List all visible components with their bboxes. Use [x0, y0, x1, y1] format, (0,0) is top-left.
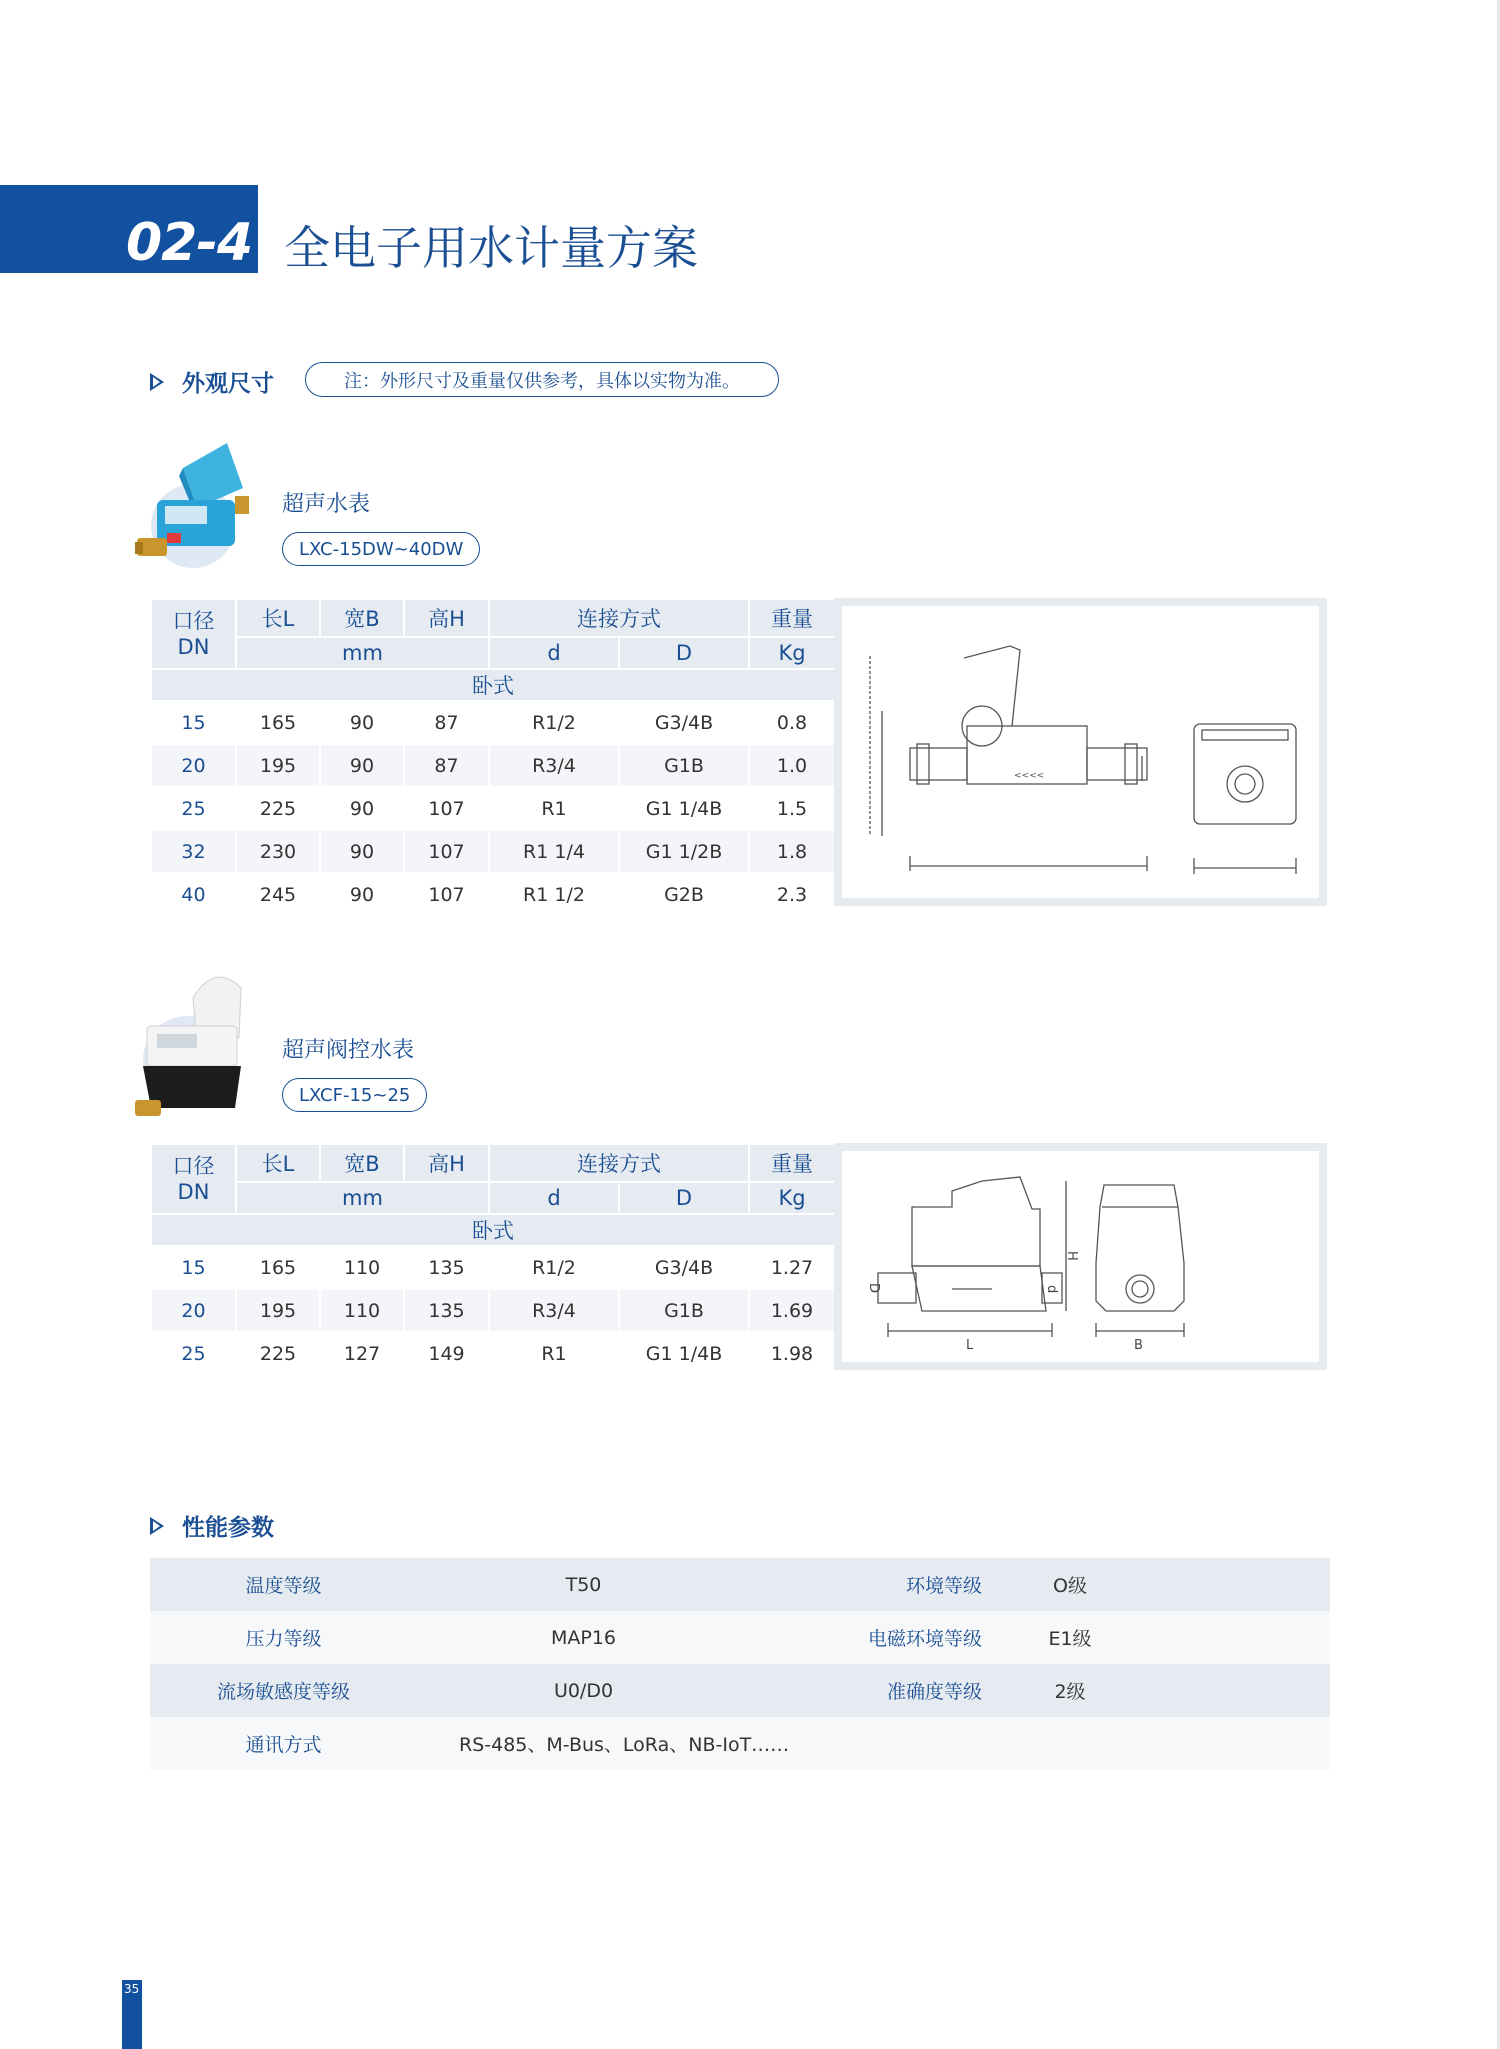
label-d: d — [1044, 1285, 1059, 1294]
mount-type: 卧式 — [151, 1214, 835, 1246]
product-name: 超声阀控水表 — [282, 1038, 415, 1063]
table-row: 20 195 90 87 R3/4 G1B 1.0 — [151, 744, 835, 787]
col-weight: 重量 — [749, 1144, 835, 1182]
label-H: H — [1064, 1251, 1079, 1261]
col-connection: 连接方式 — [489, 1144, 749, 1182]
page-number: 35 — [124, 1982, 140, 1996]
table-row: 15 165 90 87 R1/2 G3/4B 0.8 — [151, 701, 835, 744]
col-width: 宽B — [320, 1144, 404, 1182]
col-height: 高H — [404, 599, 489, 637]
col-D: D — [619, 1182, 749, 1214]
valve-meter-image — [135, 968, 255, 1123]
unit-mm: mm — [236, 637, 489, 669]
note-badge: 注：外形尺寸及重量仅供参考，具体以实物为准。 — [305, 362, 779, 397]
col-dn: 口径 — [172, 609, 215, 633]
table-row: 40 245 90 107 R1 1/2 G2B 2.3 — [151, 873, 835, 916]
page-title: 全电子用水计量方案 — [284, 221, 698, 275]
performance-table — [150, 1558, 1330, 1770]
unit-mm: mm — [236, 1182, 489, 1214]
table-row: 32 230 90 107 R1 1/4 G1 1/2B 1.8 — [151, 830, 835, 873]
dimension-diagram-lxcf — [834, 1143, 1327, 1370]
section-heading-dimensions — [150, 365, 274, 398]
label-B: B — [1134, 1338, 1143, 1353]
table-row: 15 165 110 135 R1/2 G3/4B 1.27 — [151, 1246, 835, 1289]
svg-text:<<<<: <<<< — [1014, 771, 1045, 781]
label-L: L — [966, 1338, 974, 1353]
triangle-icon — [150, 373, 164, 391]
spec-table-lxc — [150, 598, 836, 917]
table-body — [151, 1246, 835, 1375]
perf-row: 压力等级 MAP16 电磁环境等级 E1级 — [150, 1611, 1330, 1664]
perf-row: 温度等级 T50 环境等级 O级 — [150, 1558, 1330, 1611]
col-length: 长L — [236, 1144, 320, 1182]
model-badge: LXCF-15~25 — [282, 1078, 427, 1112]
col-d: d — [489, 637, 619, 669]
col-dn-unit: DN — [177, 635, 210, 659]
col-dn-unit: DN — [177, 1180, 210, 1204]
spec-table-lxcf — [150, 1143, 836, 1376]
section-heading-performance — [150, 1509, 274, 1542]
perf-row: 流场敏感度等级 U0/D0 准确度等级 2级 — [150, 1664, 1330, 1717]
technical-drawing — [842, 606, 1319, 898]
table-row: 25 225 127 149 R1 G1 1/4B 1.98 — [151, 1332, 835, 1375]
col-dn: 口径 — [172, 1154, 215, 1178]
mount-type: 卧式 — [151, 669, 835, 701]
col-connection: 连接方式 — [489, 599, 749, 637]
table-body — [151, 701, 835, 916]
dimension-diagram-lxc — [834, 598, 1327, 906]
ultrasonic-meter-image — [135, 438, 255, 573]
col-width: 宽B — [320, 599, 404, 637]
product-name: 超声水表 — [282, 492, 371, 517]
col-D: D — [619, 637, 749, 669]
unit-kg: Kg — [749, 637, 835, 669]
unit-kg: Kg — [749, 1182, 835, 1214]
section-title: 外观尺寸 — [182, 371, 274, 397]
col-height: 高H — [404, 1144, 489, 1182]
triangle-icon — [150, 1517, 164, 1535]
perf-row: 通讯方式 RS-485、M-Bus、LoRa、NB-IoT…… — [150, 1717, 1330, 1770]
col-length: 长L — [236, 599, 320, 637]
technical-drawing — [842, 1151, 1319, 1362]
section-number: 02-4 — [126, 213, 253, 273]
label-D: D — [866, 1283, 881, 1294]
col-weight: 重量 — [749, 599, 835, 637]
table-row: 25 225 90 107 R1 G1 1/4B 1.5 — [151, 787, 835, 830]
table-row: 20 195 110 135 R3/4 G1B 1.69 — [151, 1289, 835, 1332]
col-d: d — [489, 1182, 619, 1214]
model-badge: LXC-15DW~40DW — [282, 532, 480, 566]
section-title: 性能参数 — [182, 1515, 274, 1541]
